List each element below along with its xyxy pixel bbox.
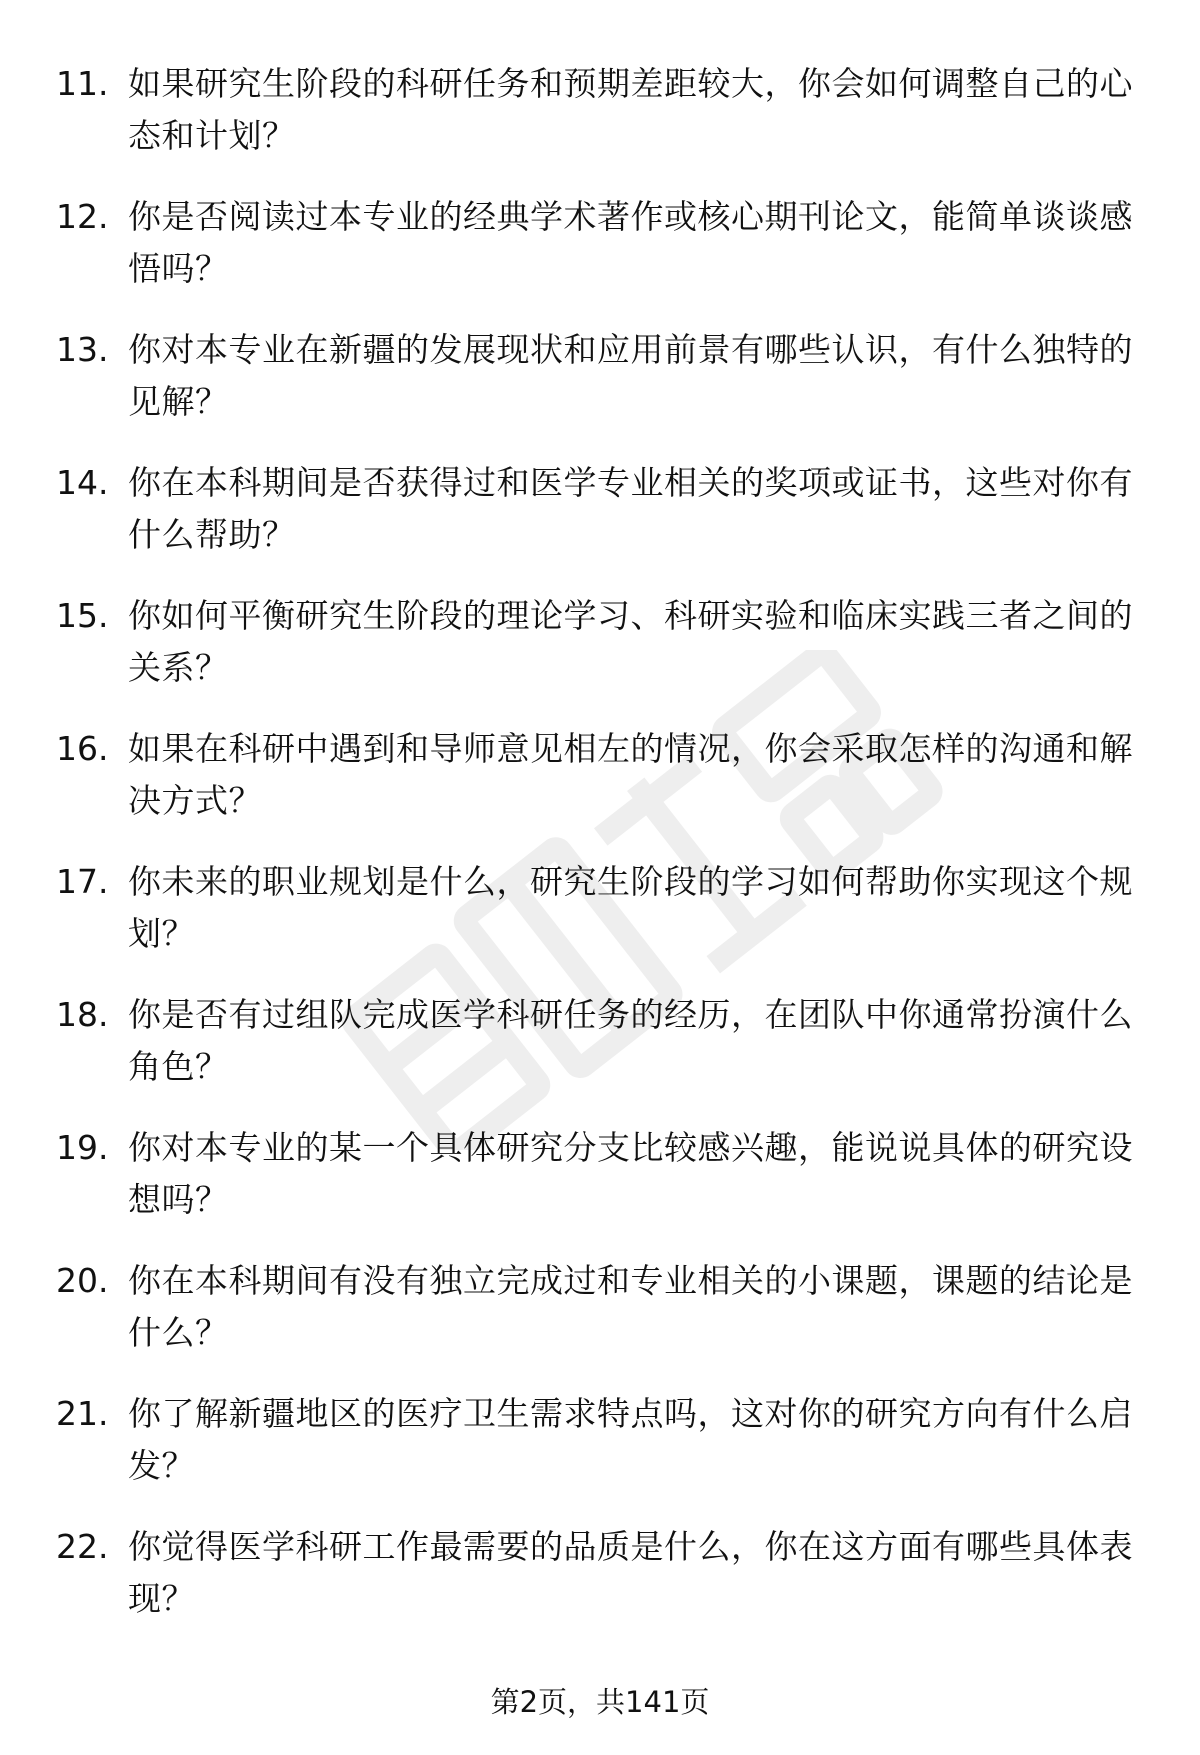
question-number: 17.: [56, 862, 109, 901]
question-number: 22.: [56, 1527, 109, 1566]
question-item: [0, 191, 1200, 324]
question-text: 你了解新疆地区的医疗卫生需求特点吗，这对你的研究方向有什么启发？: [128, 1394, 1133, 1485]
question-number: 19.: [56, 1128, 109, 1167]
page-footer: [0, 1682, 1200, 1722]
question-number: 13.: [56, 330, 109, 369]
question-text: 你觉得医学科研工作最需要的品质是什么，你在这方面有哪些具体表现？: [128, 1527, 1133, 1618]
question-text: 你未来的职业规划是什么，研究生阶段的学习如何帮助你实现这个规划？: [128, 862, 1133, 953]
question-number: 12.: [56, 197, 109, 236]
question-number: 16.: [56, 729, 109, 768]
question-item: [0, 590, 1200, 723]
question-item: [0, 324, 1200, 457]
question-list: [0, 58, 1200, 1654]
question-item: [0, 856, 1200, 989]
question-text: 你对本专业在新疆的发展现状和应用前景有哪些认识，有什么独特的见解？: [128, 330, 1133, 421]
question-text: 你在本科期间是否获得过和医学专业相关的奖项或证书，这些对你有什么帮助？: [128, 463, 1133, 554]
question-number: 18.: [56, 995, 109, 1034]
question-text: 你在本科期间有没有独立完成过和专业相关的小课题，课题的结论是什么？: [128, 1261, 1133, 1352]
question-item: [0, 1122, 1200, 1255]
question-item: [0, 1521, 1200, 1654]
question-text: 如果研究生阶段的科研任务和预期差距较大，你会如何调整自己的心态和计划？: [128, 64, 1133, 155]
question-number: 20.: [56, 1261, 109, 1300]
question-number: 11.: [56, 64, 109, 103]
question-text: 你如何平衡研究生阶段的理论学习、科研实验和临床实践三者之间的关系？: [128, 596, 1133, 687]
question-number: 15.: [56, 596, 109, 635]
question-item: [0, 989, 1200, 1122]
question-text: 如果在科研中遇到和导师意见相左的情况，你会采取怎样的沟通和解决方式？: [128, 729, 1133, 820]
question-number: 14.: [56, 463, 109, 502]
question-text: 你是否有过组队完成医学科研任务的经历，在团队中你通常扮演什么角色？: [128, 995, 1133, 1086]
question-item: [0, 1388, 1200, 1521]
question-item: [0, 457, 1200, 590]
question-text: 你是否阅读过本专业的经典学术著作或核心期刊论文，能简单谈谈感悟吗？: [128, 197, 1133, 288]
question-text: 你对本专业的某一个具体研究分支比较感兴趣，能说说具体的研究设想吗？: [128, 1128, 1133, 1219]
page-number-label: 第2页，共141页: [490, 1685, 710, 1719]
question-number: 21.: [56, 1394, 109, 1433]
question-item: [0, 58, 1200, 191]
question-item: [0, 1255, 1200, 1388]
question-item: [0, 723, 1200, 856]
